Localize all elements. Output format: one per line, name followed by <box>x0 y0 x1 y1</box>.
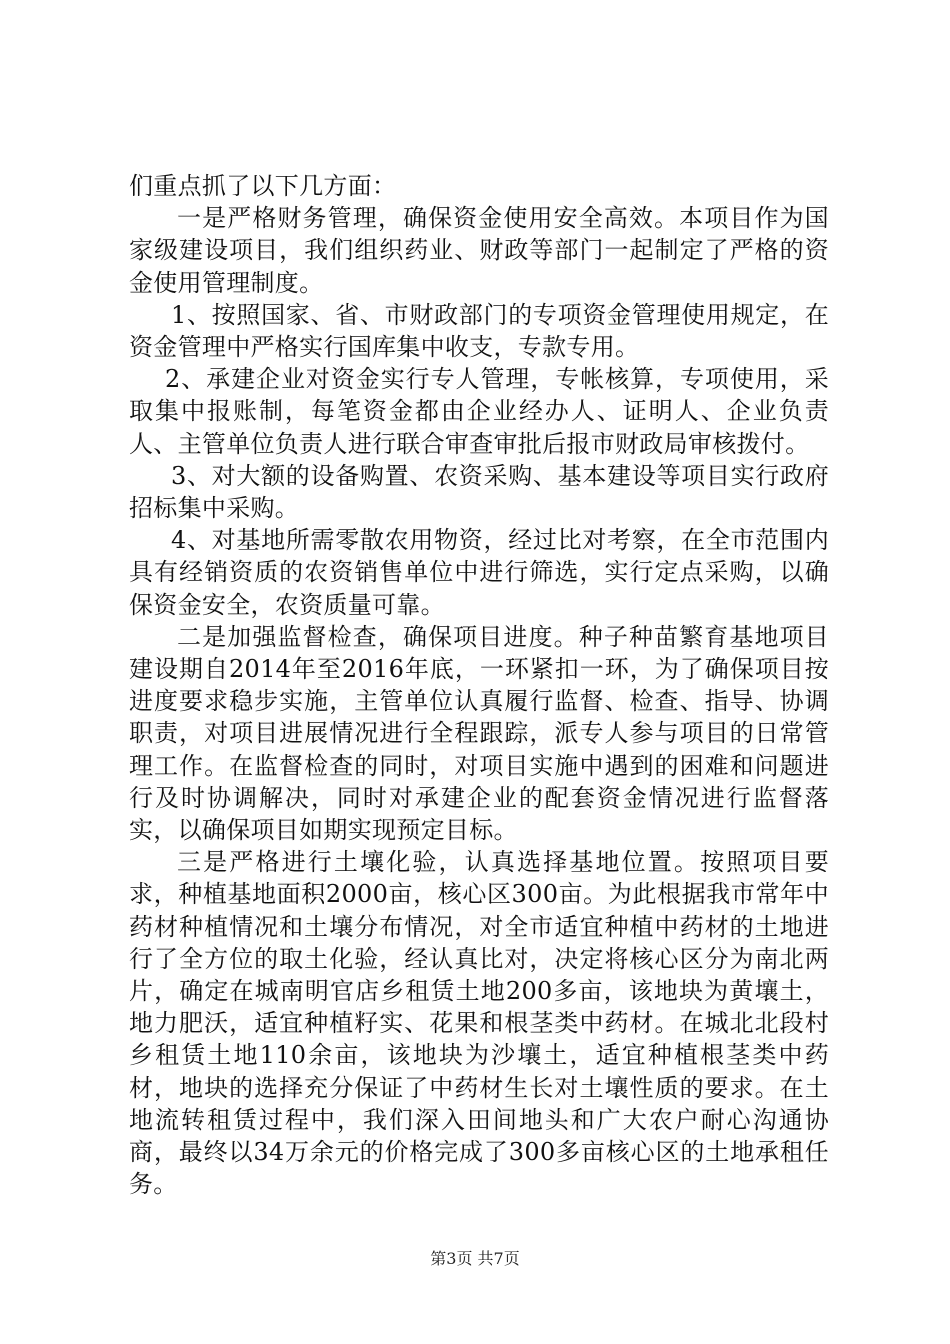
paragraph-item-3: 3、对大额的设备购置、农资采购、基本建设等项目实行政府招标集中采购。 <box>129 461 829 523</box>
paragraph-point-one: 一是严格财务管理，确保资金使用安全高效。本项目作为国家级建设项目，我们组织药业、财政等部门一起制定了严格的资金使用管理制度。 <box>129 204 829 297</box>
paragraph-item-2: 2、承建企业对资金实行专人管理，专帐核算，专项使用，采取集中报账制，每笔资金都由企业经办人、证明人、企业负责人、主管单位负责人进行联合审查审批后报市财政局审核拨付。 <box>129 365 829 458</box>
paragraph-item-1: 1、按照国家、省、市财政部门的专项资金管理使用规定，在资金管理中严格实行国库集中收支，专款专用。 <box>129 300 829 362</box>
paragraph-intro: 们重点抓了以下几方面： <box>129 172 397 200</box>
paragraph-point-two: 二是加强监督检查，确保项目进度。种子种苗繁育基地项目建设期自2014年至2016年底，一环紧扣一环，为了确保项目按进度要求稳步实施，主管单位认真履行监督、检查、指导、协调职责，对项目进展情况进行全程跟踪，派专人参与项目的日常管理工作。在监督检查的同时，对项目实施中遇到的困难和问题进行及时协调解决，同时对承建企业的配套资金情况进行监督落实，以确保项目如期实现预定目标。 <box>129 622 829 845</box>
paragraph-item-4: 4、对基地所需零散农用物资，经过比对考察，在全市范围内具有经销资质的农资销售单位中进行筛选，实行定点采购，以确保资金安全，农资质量可靠。 <box>129 526 829 619</box>
document-body <box>129 170 829 1201</box>
page-number-footer: 第3页 共7页 <box>430 1249 520 1268</box>
paragraph-point-three: 三是严格进行土壤化验，认真选择基地位置。按照项目要求，种植基地面积2000亩，核心区300亩。为此根据我市常年中药材种植情况和土壤分布情况，对全市适宜种植中药材的土地进行了全方位的取土化验，经认真比对，决定将核心区分为南北两片，确定在城南明官店乡租赁土地200多亩，该地块为黄壤土，地力肥沃，适宜种植籽实、花果和根茎类中药材。在城北北段村乡租赁土地110余亩，该地块为沙壤土，适宜种植根茎类中药材，地块的选择充分保证了中药材生长对土壤性质的要求。在土地流转租赁过程中，我们深入田间地头和广大农户耐心沟通协商，最终以34万余元的价格完成了300多亩核心区的土地承租任务。 <box>129 848 829 1199</box>
